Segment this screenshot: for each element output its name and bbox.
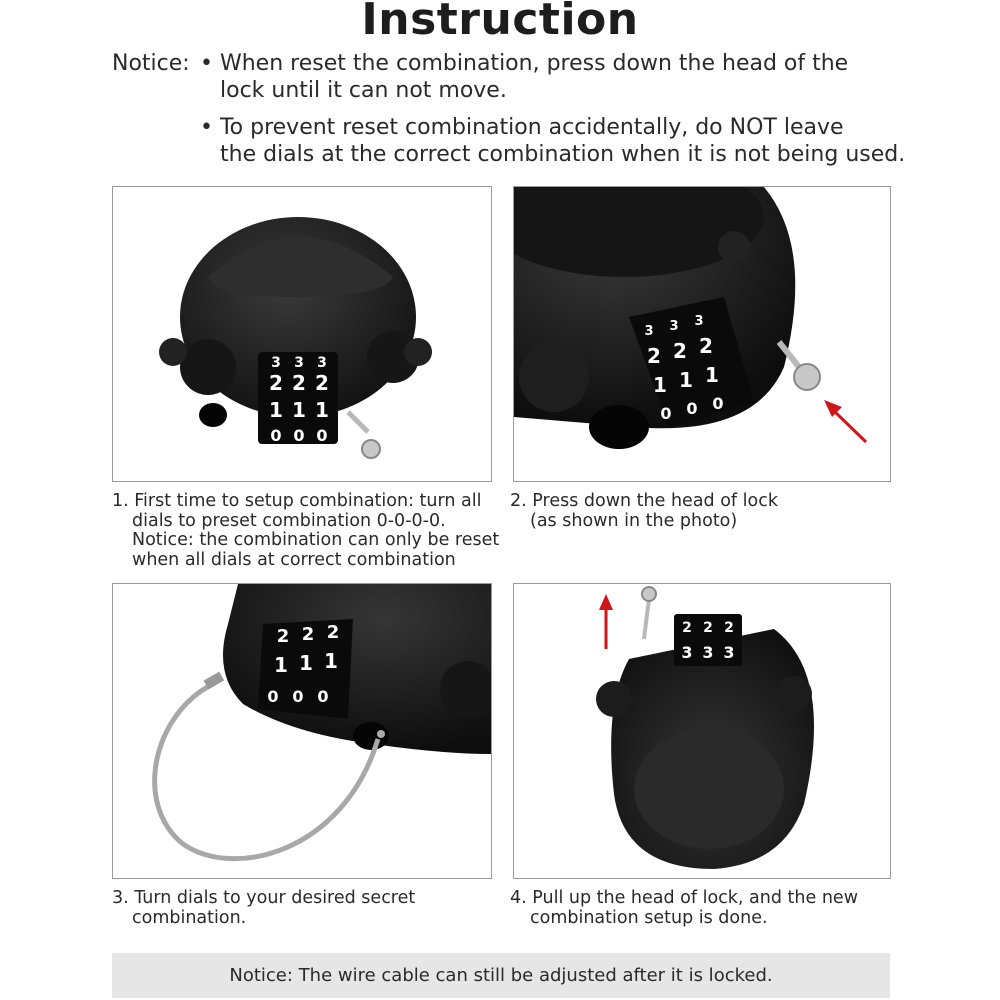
dial-digit: 2 (724, 620, 734, 636)
dial-digit: 2 (269, 371, 283, 395)
step-1-photo (112, 186, 492, 482)
notice-item-2: • To prevent reset combination accidentally, do NOT leave (200, 115, 844, 140)
dial-digit: 2 (699, 334, 713, 358)
step-3-photo (112, 583, 492, 879)
dial-digit: 2 (673, 339, 687, 363)
dial-digit: 2 (301, 624, 315, 645)
dial-digit: 0 (660, 404, 672, 423)
step-4-line: 4. Pull up the head of lock, and the new (510, 888, 859, 908)
step-1-line: when all dials at correct combination (132, 549, 456, 570)
dial-digit: 2 (703, 620, 713, 636)
dial-digit: 1 (269, 398, 283, 422)
dial-digit: 1 (705, 363, 719, 387)
step-4-text (510, 889, 858, 928)
step-1-line: Notice: the combination can only be reset (132, 530, 500, 550)
dial-digit: 1 (292, 398, 306, 422)
lock-front-image (113, 187, 491, 481)
dial-digit: 3 (317, 355, 327, 371)
dial-digit: 1 (653, 373, 667, 397)
lock-cable-image (113, 584, 491, 878)
footer-notice: Notice: The wire cable can still be adjusted after it is locked. (112, 953, 890, 998)
step-3-line: 3. Turn dials to your desired secret (112, 888, 416, 908)
notice-item-2-cont: the dials at the correct combination when it is not being used. (220, 142, 906, 167)
dial-digit: 1 (299, 651, 313, 675)
dial-digit: 2 (682, 620, 692, 636)
dial-digit: 0 (316, 426, 328, 445)
lock-press-image (514, 187, 890, 481)
dial-digit: 0 (317, 687, 329, 706)
dial-digit: 1 (274, 653, 288, 677)
notice-label: Notice: (112, 51, 190, 76)
dial-digit: 2 (276, 626, 290, 647)
red-arrow-icon (824, 400, 866, 442)
dial-digit: 2 (326, 622, 340, 643)
step-2-line: 2. Press down the head of lock (510, 491, 778, 511)
dial-digit: 3 (271, 355, 281, 371)
dial-digit: 1 (324, 649, 338, 673)
step-4-line: combination setup is done. (530, 907, 768, 928)
dial-digit: 3 (681, 643, 693, 662)
dial-digit: 3 (294, 355, 304, 371)
dial-digit: 1 (315, 398, 329, 422)
step-1-line: 1. First time to setup combination: turn all (112, 491, 482, 511)
dial-digit: 2 (292, 371, 306, 395)
step-3-line: combination. (132, 907, 247, 928)
dial-digit: 0 (270, 426, 282, 445)
step-1-text (112, 492, 499, 570)
step-4-photo (513, 583, 891, 879)
step-1-line: dials to preset combination 0-0-0-0. (132, 510, 446, 531)
step-3-text (112, 889, 415, 928)
dial-digit: 1 (679, 368, 693, 392)
step-2-line: (as shown in the photo) (530, 510, 738, 531)
dial-digit: 2 (315, 371, 329, 395)
dial-digit: 3 (694, 314, 704, 329)
dial-digit: 2 (647, 344, 661, 368)
red-arrow-icon (599, 594, 613, 649)
dial-digit: 3 (669, 319, 679, 334)
page-title: Instruction (361, 0, 639, 45)
notice-item-1: • When reset the combination, press down the head of the (200, 51, 849, 76)
dial-digit: 3 (644, 324, 654, 339)
notice-item-1-cont: lock until it can not move. (220, 78, 507, 103)
dial-digit: 0 (267, 687, 279, 706)
dial-digit: 3 (702, 643, 714, 662)
dial-digit: 0 (292, 687, 304, 706)
step-2-text (510, 492, 778, 531)
dial-digit: 0 (686, 399, 698, 418)
dial-digit: 0 (293, 426, 305, 445)
dial-digit: 0 (712, 394, 724, 413)
lock-back-image (514, 584, 890, 878)
step-2-photo (513, 186, 891, 482)
dial-digit: 3 (723, 643, 735, 662)
